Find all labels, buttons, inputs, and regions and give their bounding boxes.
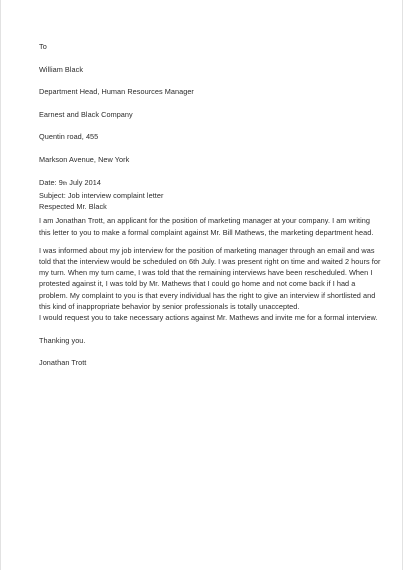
paragraph-line: I would request you to take necessary actions against Mr. Mathews and invite me for a formal interview. — [39, 312, 378, 322]
recipient-title: Department Head, Human Resources Manager — [39, 87, 194, 97]
paragraph-line: told that the interview would be scheduled on 6th July. I was present right on time and waited 2 hours for — [39, 256, 381, 266]
letter-subject: Subject: Job interview complaint letter — [39, 190, 164, 200]
paragraph-line: I am Jonathan Trott, an applicant for the position of marketing manager at your company. I am writing — [39, 216, 371, 226]
paragraph-line: I was informed about my job interview for the position of marketing manager through an email and was — [39, 245, 375, 255]
paragraph-line: problem. My complaint to you is that every individual has the right to give an interview if shortlisted and — [39, 290, 376, 300]
paragraph-line: this letter to you to make a formal complaint against Mr. Bill Mathews, the marketing department head. — [39, 227, 374, 237]
paragraph-line: this kind of inappropriate behavior by senior professionals is totally unaccepted. — [39, 301, 300, 311]
letter-signature: Jonathan Trott — [39, 358, 87, 368]
recipient-to-label: To — [39, 42, 47, 51]
paragraph-intro — [39, 215, 373, 237]
date-suffix: th — [62, 180, 68, 187]
letter-body — [39, 41, 381, 368]
recipient-address-line-2: Markson Avenue, New York — [39, 154, 130, 164]
recipient-address-line-1: Quentin road, 455 — [39, 132, 99, 142]
recipient-company: Earnest and Black Company — [39, 109, 133, 119]
letter-closing: Thanking you. — [39, 335, 86, 345]
paragraph-line: my turn. When my turn came, I was told that the remaining interviews have been rescheduled. When I — [39, 268, 373, 278]
letter-date — [39, 177, 373, 190]
date-prefix: Date: 9 — [39, 177, 63, 187]
date-rest: July 2014 — [67, 177, 101, 187]
paragraph-complaint — [39, 245, 381, 323]
recipient-name: William Black — [39, 64, 84, 74]
letter-salutation: Respected Mr. Black — [39, 201, 107, 211]
paragraph-line: protested against it, I was told by Mr. Mathews that I could go home and not come back if I had a — [39, 279, 356, 289]
